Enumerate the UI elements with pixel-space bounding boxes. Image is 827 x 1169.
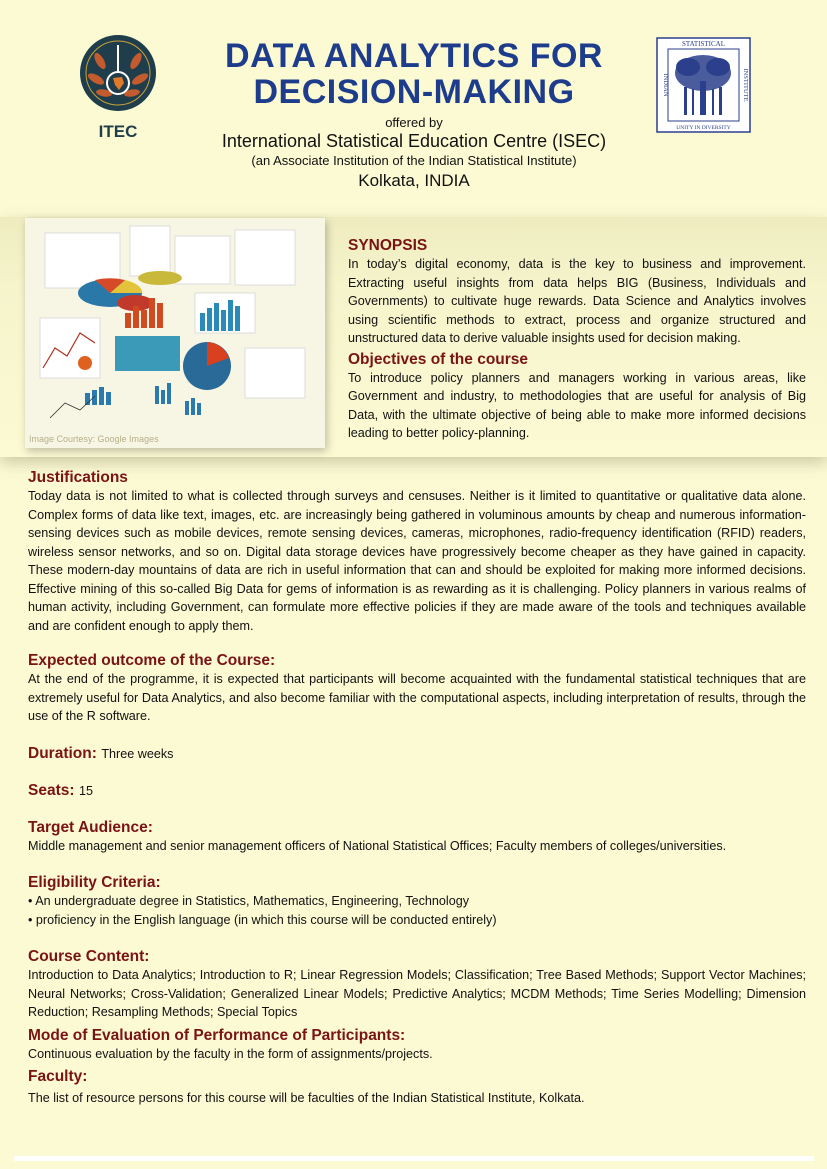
title-line-2: DECISION-MAKING [253,73,575,111]
justifications-text: Today data is not limited to what is collected through surveys and censuses. Neither is it limited to quantitative or qualitative data alone. Complex forms of data like text, images, etc. are increasingly being gathered in voluminous amounts by cheap and numerous information-sensing devices such as mobile devices, remote sensing devices, cameras, microphones, radio-frequency identification (RFID) readers, wireless sensor networks, and so on. Digital data storage devices have progressively become cheaper as they have gained in capacity. These modern-day mountains of data are rich in useful information that can and should be exploited for making more informed decisions. Effective mining of this so-called Big Data for gems of information is as rewarding as it is challenging. Policy planners in various realms of human activity, including Government, can formulate more effective policies if they are made aware of the tools and techniques available and are confident enough to apply them. [28,489,806,633]
justifications-section [28,468,806,635]
synopsis-heading: SYNOPSIS [348,237,428,254]
footer-bar [14,1156,814,1161]
content-section [28,947,806,1022]
evaluation-section [28,1026,806,1064]
audience-text: Middle management and senior management officers of National Statistical Offices; Faculty members of colleges/universities. [28,838,727,853]
faculty-text: The list of resource persons for this course will be faculties of the Indian Statistical Institute, Kolkata. [28,1091,585,1105]
association-note: (an Associate Institution of the Indian Statistical Institute) [251,153,577,168]
isi-logo-top: STATISTICAL [682,40,725,48]
synopsis-section [348,236,806,443]
audience-section [28,818,806,856]
duration-value: Three weeks [101,746,174,761]
eligibility-list [28,892,806,929]
list-item: • An undergraduate degree in Statistics, Mathematics, Engineering, Technology [28,894,470,908]
outcome-section [28,651,806,726]
page-title [170,38,658,110]
outcome-text: At the end of the programme, it is expected that participants will become acquainted with the fundamental statistical techniques that are extremely useful for Data Analytics, and also become familiar with the computational aspects, including interpretation of results, through the use of the R software. [28,672,806,723]
synopsis-text: In today’s digital economy, data is the key to business and improvement. Extracting useful insights from data helps BIG (Business, Individuals and Governments) to cultivate huge rewards. Data Science and Analytics involves using scientific methods to extract, process and organize structured and unstructured data to derive valuable insights used for decision making. [348,257,806,345]
objectives-heading: Objectives of the course [348,350,529,368]
duration-label: Duration: [28,744,97,762]
audience-heading: Target Audience: [28,818,153,836]
main-content [28,468,806,1126]
title-line-1: DATA ANALYTICS FOR [225,37,603,75]
outcome-heading: Expected outcome of the Course: [28,652,276,669]
offered-by: offered by [385,115,443,130]
seats-label: Seats: [28,781,75,799]
charts-collage-image [25,218,325,448]
isi-logo-right: INSTITUTE [742,68,749,102]
faculty-heading: Faculty: [28,1068,88,1085]
faculty-section [28,1067,806,1108]
collage-graphic [25,218,325,448]
evaluation-heading: Mode of Evaluation of Performance of Participants: [28,1026,406,1044]
isi-logo-left: INDIAN [662,73,669,97]
organization-name: International Statistical Education Centre (ISEC) [221,131,607,151]
eligibility-heading: Eligibility Criteria: [28,874,161,891]
content-text: Introduction to Data Analytics; Introduction to R; Linear Regression Models; Classification; Tree Based Methods; Support Vector Machines; Neural Networks; Cross-Validation; Generalized Linear Models; Predictive Analytics; MCDM Methods; Time Series Modelling; Dimension Reduction; Resampling Methods; Special Topics [28,968,806,1019]
seats-section [28,781,806,800]
itec-logo [78,33,158,141]
content-heading: Course Content: [28,948,150,965]
itec-logo-text: ITEC [98,122,138,141]
evaluation-text: Continuous evaluation by the faculty in the form of assignments/projects. [28,1046,433,1061]
location: Kolkata, INDIA [358,171,470,190]
image-courtesy: Image Courtesy: Google Images [29,434,159,444]
isi-logo [656,37,751,133]
objectives-text: To introduce policy planners and managers working in various areas, like Government and industry, to methodologies that are useful for analysis of Big Data, with the ultimate objective of being able to make more informed decisions leading to better policy-planning. [348,370,806,440]
isi-logo-bottom: UNITY IN DIVERSITY [676,125,731,131]
list-item: • proficiency in the English language (in which this course will be conducted entirely) [28,912,497,927]
eligibility-section [28,873,806,929]
justifications-heading: Justifications [28,469,128,486]
header [0,0,827,205]
seats-value: 15 [78,783,93,798]
duration-section [28,744,806,763]
